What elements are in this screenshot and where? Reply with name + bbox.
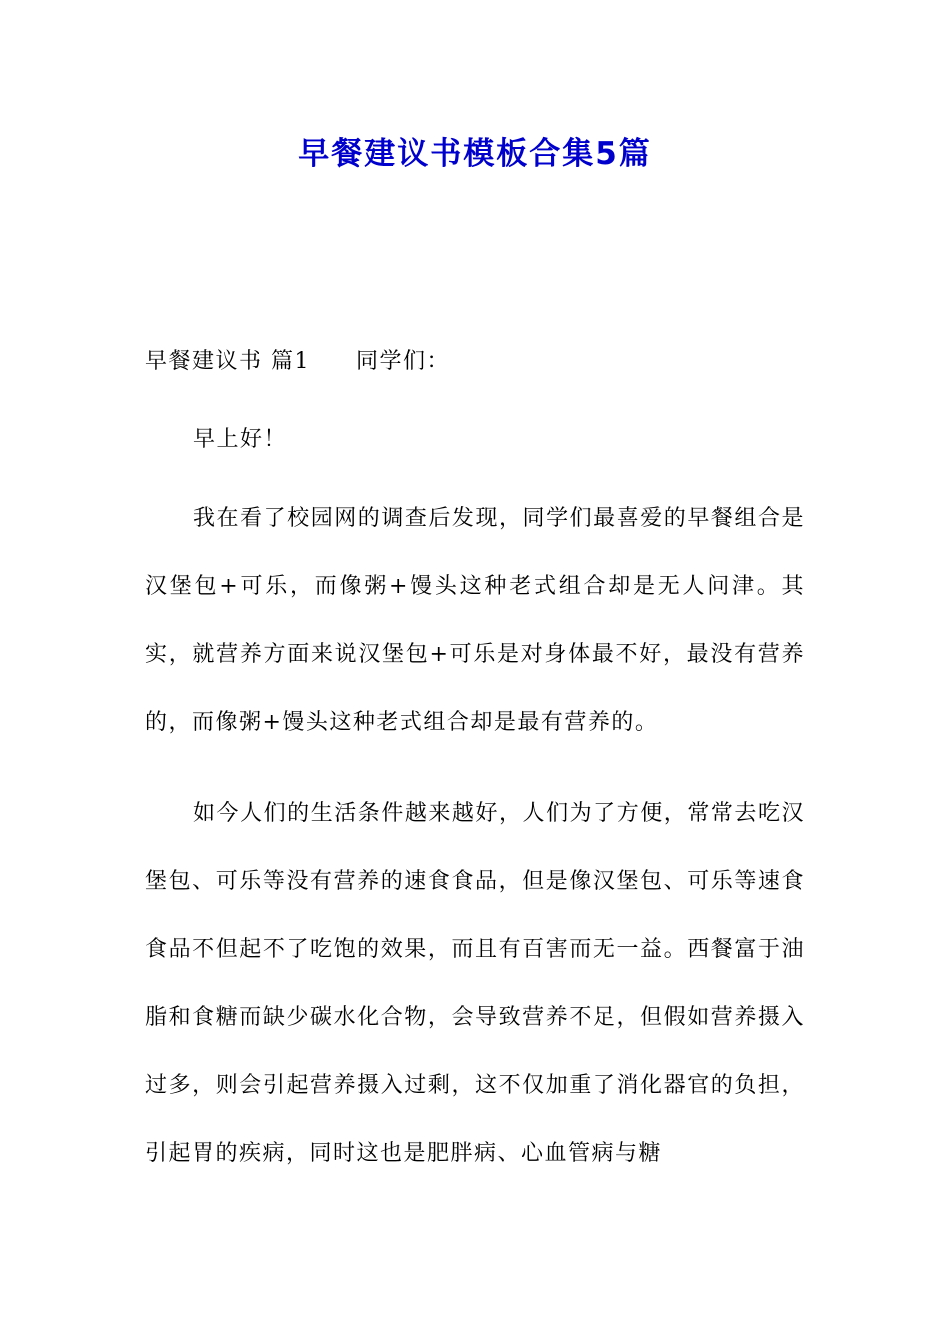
salutation: 同学们： — [356, 349, 451, 374]
paragraph: 如今人们的生活条件越来越好，人们为了方便，常常去吃汉堡包、可乐等没有营养的速食食品，但是像汉堡包、可乐等速食食品不但起不了吃饱的效果，而且有百害而无一益。西餐富于油脂和食糖而缺少碳水化合物，会导致营养不足，但假如营养摄入过多，则会引起营养摄入过剩，这不仅加重了消化器官的负担，引起胃的疾病，同时这也是肥胖病、心血管病与糖 — [145, 801, 805, 1166]
section-title: 早餐建议书 篇1 — [145, 349, 310, 374]
section-heading — [145, 344, 805, 375]
document-title: 早餐建议书模板合集5篇 — [298, 136, 652, 172]
greeting: 早上好！ — [193, 427, 288, 452]
paragraph: 我在看了校园网的调查后发现，同学们最喜爱的早餐组合是汉堡包+可乐，而像粥+馒头这种老式组合却是无人问津。其实，就营养方面来说汉堡包+可乐是对身体最不好，最没有营养的，而像粥+馒头这种老式组合却是最有营养的。 — [145, 506, 805, 735]
